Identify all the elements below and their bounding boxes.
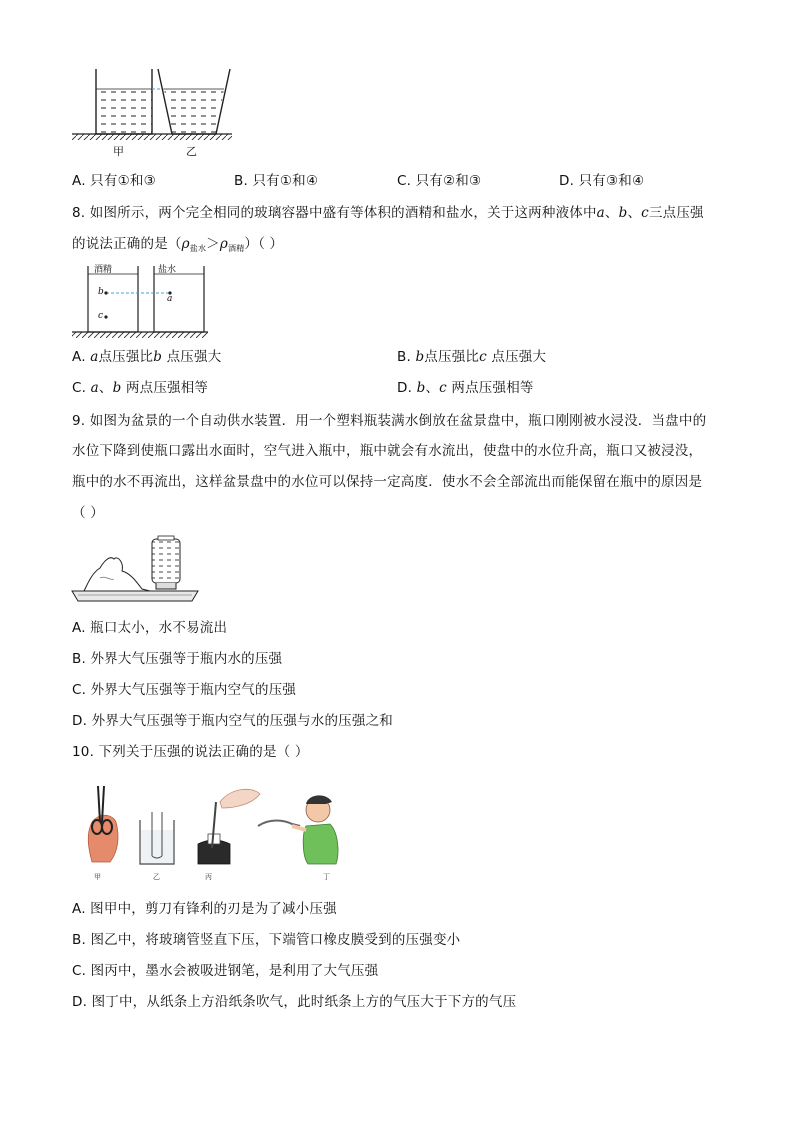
q8-option-a-tail: 点压强大	[166, 349, 222, 365]
q8-stem-line2-start: 的说法正确的是（	[72, 236, 182, 252]
q8-option-d-var1: b	[416, 380, 426, 396]
q8-label-a: a	[167, 294, 173, 304]
q8-sub-alcohol: 酒精	[228, 244, 245, 253]
q8-option-d-mid: 、	[425, 380, 440, 396]
q8-option-d-var2: c	[439, 380, 447, 396]
q8-alcohol-saltwater-figure	[70, 260, 210, 340]
q10-fig-jia-scissors	[88, 786, 118, 862]
q8-stem-tail: 三点压强	[648, 205, 704, 221]
q8-option-c-var2: b	[112, 380, 122, 396]
q8-option-b-tail: 点压强大	[491, 349, 547, 365]
q9-option-c[interactable]: C. 外界大气压强等于瓶内空气的压强	[72, 682, 297, 698]
q8-stem-text: 8. 如图所示，两个完全相同的玻璃容器中盛有等体积的酒精和盐水，关于这两种液体中	[72, 205, 597, 221]
q10-label-jia: 甲	[94, 873, 101, 881]
q10-label-yi: 乙	[153, 873, 160, 881]
q8-option-b-var2: c	[479, 349, 487, 365]
q8-option-d-prefix: D.	[397, 380, 413, 396]
q8-option-a-var1: a	[90, 349, 99, 365]
q8-gt: ＞	[206, 236, 220, 252]
q8-stem-line2-end: ）（ ）	[244, 236, 284, 252]
q10-option-d[interactable]: D. 图丁中，从纸条上方沿纸条吹气，此时纸条上方的气压大于下方的气压	[72, 994, 517, 1010]
q8-option-c-mid: 、	[98, 380, 113, 396]
q10-fig-yi-beaker	[140, 812, 174, 864]
q8-option-a-prefix: A.	[72, 349, 86, 365]
q9-option-d[interactable]: D. 外界大气压强等于瓶内空气的压强与水的压强之和	[72, 713, 393, 729]
q7-containers-figure	[70, 64, 240, 159]
q9-option-a[interactable]: A. 瓶口太小，水不易流出	[72, 620, 228, 636]
q8-option-b[interactable]	[397, 347, 546, 367]
q9-stem-line2: 水位下降到使瓶口露出水面时，空气进入瓶中，瓶中就会有水流出，使盘中的水位升高，瓶口又被浸没，	[72, 443, 703, 459]
q8-option-c-prefix: C.	[72, 380, 87, 396]
q8-label-saltwater: 盐水	[158, 265, 177, 275]
q8-rho-2: ρ	[219, 236, 228, 252]
q9-stem-line4: （ ）	[72, 505, 104, 521]
q8-label-alcohol: 酒精	[94, 265, 113, 275]
q10-label-ding: 丁	[323, 873, 330, 881]
q8-option-c[interactable]	[72, 378, 208, 398]
q8-option-c-var1: a	[90, 380, 99, 396]
q8-var-b: b	[618, 205, 628, 221]
q10-fig-ding-boy	[258, 795, 338, 864]
q8-option-a[interactable]	[72, 347, 221, 367]
q8-stem-line1: 8. 如图所示，两个完全相同的玻璃容器中盛有等体积的酒精和盐水，关于这两种液体中a、b、c三点压强	[72, 205, 704, 221]
q10-option-a[interactable]: A. 图甲中，剪刀有锋利的刃是为了减小压强	[72, 901, 337, 917]
q8-option-b-var1: b	[415, 349, 425, 365]
q8-label-c: c	[98, 311, 104, 321]
q10-fig-bing-ink-pen	[198, 789, 260, 864]
q7-label-yi: 乙	[186, 145, 197, 158]
q9-option-b[interactable]: B. 外界大气压强等于瓶内水的压强	[72, 651, 283, 667]
q8-var-a: a	[596, 205, 605, 221]
q8-option-d-tail: 两点压强相等	[451, 380, 534, 396]
q8-option-a-mid: 点压强比	[98, 349, 154, 365]
q7-label-jia: 甲	[113, 145, 124, 158]
q8-option-a-var2: b	[153, 349, 163, 365]
q8-option-d[interactable]	[397, 378, 534, 398]
q7-option-d[interactable]: D. 只有③和④	[559, 173, 645, 189]
q8-rho-1: ρ	[181, 236, 190, 252]
q10-stem: 10. 下列关于压强的说法正确的是（ ）	[72, 744, 309, 760]
q10-figures	[70, 782, 350, 874]
q9-stem-line1: 9. 如图为盆景的一个自动供水装置．用一个塑料瓶装满水倒放在盆景盘中，瓶口刚刚被水浸没．当盘中的	[72, 413, 707, 429]
q10-option-c[interactable]: C. 图丙中，墨水会被吸进钢笔，是利用了大气压强	[72, 963, 379, 979]
q10-option-b[interactable]: B. 图乙中，将玻璃管竖直下压，下端管口橡皮膜受到的压强变小	[72, 932, 461, 948]
q8-label-b: b	[98, 287, 104, 297]
q8-option-b-mid: 点压强比	[424, 349, 480, 365]
q8-sub-saltwater: 盐水	[189, 244, 207, 253]
q10-label-bing: 丙	[205, 873, 212, 881]
q9-bonsai-water-figure	[70, 533, 200, 608]
q8-stem-line2	[72, 234, 283, 259]
q8-option-c-tail: 两点压强相等	[125, 380, 209, 396]
q9-stem-line3: 瓶中的水不再流出，这样盆景盘中的水位可以保持一定高度．使水不会全部流出而能保留在瓶中的原因是	[72, 474, 703, 490]
q8-var-c: c	[641, 205, 649, 221]
q7-option-b[interactable]: B. 只有①和④	[234, 173, 319, 189]
q7-option-c[interactable]: C. 只有②和③	[397, 173, 482, 189]
q8-option-b-prefix: B.	[397, 349, 411, 365]
q7-option-a[interactable]: A. 只有①和③	[72, 173, 156, 189]
